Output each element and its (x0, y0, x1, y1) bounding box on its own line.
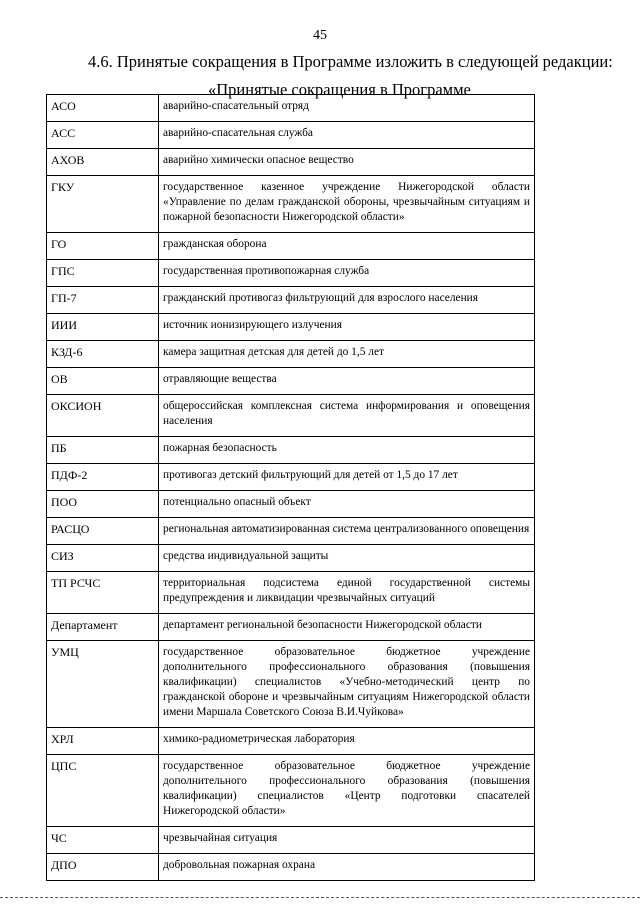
table-row (47, 395, 535, 437)
abbreviation-cell: Департамент (47, 614, 159, 641)
page-number: 45 (313, 28, 327, 43)
scan-bottom-edge (0, 897, 640, 898)
table-row (47, 545, 535, 572)
abbreviation-cell: ГО (47, 233, 159, 260)
table-row (47, 491, 535, 518)
table-title: «Принятые сокращения в Программе (208, 80, 471, 99)
definition-cell: аварийно химически опасное вещество (159, 149, 535, 176)
definition-cell: гражданская оборона (159, 233, 535, 260)
table-row (47, 122, 535, 149)
table-row (47, 464, 535, 491)
abbreviation-cell: ЧС (47, 827, 159, 854)
table-row (47, 314, 535, 341)
table-row (47, 614, 535, 641)
abbreviation-cell: ЦПС (47, 755, 159, 827)
abbreviation-cell: ТП РСЧС (47, 572, 159, 614)
definition-cell: государственное образовательное бюджетное учреждение дополнительного профессионального образования (повышения квалификации) специалистов «Учебно-методический центр по гражданской обороне и чрезвычайным ситуациям Нижегородской области имени Маршала Советского Союза В.И.Чуйкова» (159, 641, 535, 728)
definition-cell: источник ионизирующего излучения (159, 314, 535, 341)
abbreviation-cell: ХРЛ (47, 728, 159, 755)
table-row (47, 755, 535, 827)
definition-cell: аварийно-спасательная служба (159, 122, 535, 149)
definition-cell: противогаз детский фильтрующий для детей от 1,5 до 17 лет (159, 464, 535, 491)
table-row (47, 641, 535, 728)
abbreviation-cell: ПДФ-2 (47, 464, 159, 491)
table-row (47, 827, 535, 854)
table-row (47, 149, 535, 176)
table-row (47, 437, 535, 464)
definition-cell: государственная противопожарная служба (159, 260, 535, 287)
definition-cell: региональная автоматизированная система централизованного оповещения (159, 518, 535, 545)
definition-cell: общероссийская комплексная система информирования и оповещения населения (159, 395, 535, 437)
abbreviation-cell: АСС (47, 122, 159, 149)
abbreviation-cell: ГПС (47, 260, 159, 287)
definition-cell: территориальная подсистема единой государственной системы предупреждения и ликвидации чрезвычайных ситуаций (159, 572, 535, 614)
definition-cell: пожарная безопасность (159, 437, 535, 464)
table-row (47, 233, 535, 260)
table-row (47, 176, 535, 233)
table-row (47, 518, 535, 545)
abbreviation-cell: КЗД-6 (47, 341, 159, 368)
abbreviation-cell: УМЦ (47, 641, 159, 728)
abbreviation-cell: ОВ (47, 368, 159, 395)
abbreviation-cell: ИИИ (47, 314, 159, 341)
table-row (47, 341, 535, 368)
definition-cell: департамент региональной безопасности Нижегородской области (159, 614, 535, 641)
definition-cell: средства индивидуальной защиты (159, 545, 535, 572)
definition-cell: аварийно-спасательный отряд (159, 95, 535, 122)
abbreviation-cell: ДПО (47, 854, 159, 881)
definition-cell: добровольная пожарная охрана (159, 854, 535, 881)
table-row (47, 368, 535, 395)
definition-cell: камера защитная детская для детей до 1,5 лет (159, 341, 535, 368)
abbreviation-cell: АСО (47, 95, 159, 122)
table-row (47, 260, 535, 287)
abbreviation-cell: ОКСИОН (47, 395, 159, 437)
definition-cell: гражданский противогаз фильтрующий для взрослого населения (159, 287, 535, 314)
table-row (47, 572, 535, 614)
table-row (47, 95, 535, 122)
abbreviations-table-body (47, 95, 535, 881)
abbreviation-cell: ПБ (47, 437, 159, 464)
definition-cell: потенциально опасный объект (159, 491, 535, 518)
abbreviation-cell: ГКУ (47, 176, 159, 233)
abbreviation-cell: ПОО (47, 491, 159, 518)
definition-cell: отравляющие вещества (159, 368, 535, 395)
abbreviation-cell: АХОВ (47, 149, 159, 176)
definition-cell: государственное казенное учреждение Нижегородской области «Управление по делам гражданской обороны, чрезвычайным ситуациям и пожарной безопасности Нижегородской области» (159, 176, 535, 233)
abbreviation-cell: СИЗ (47, 545, 159, 572)
definition-cell: чрезвычайная ситуация (159, 827, 535, 854)
definition-cell: химико-радиометрическая лаборатория (159, 728, 535, 755)
table-row (47, 287, 535, 314)
abbreviations-table (46, 94, 535, 881)
table-row (47, 728, 535, 755)
definition-cell: государственное образовательное бюджетное учреждение дополнительного профессионального образования (повышения квалификации) специалистов «Центр подготовки спасателей Нижегородской области» (159, 755, 535, 827)
abbreviation-cell: ГП-7 (47, 287, 159, 314)
table-row (47, 854, 535, 881)
section-heading: 4.6. Принятые сокращения в Программе изложить в следующей редакции: (88, 52, 613, 71)
abbreviation-cell: РАСЦО (47, 518, 159, 545)
